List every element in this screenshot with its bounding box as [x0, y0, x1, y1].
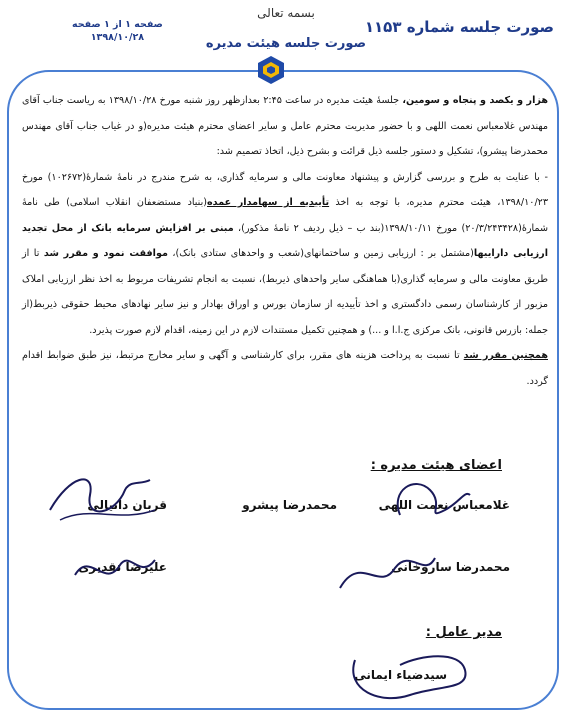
bank-logo-icon — [256, 55, 286, 85]
signature-nematollahi-icon — [385, 470, 475, 530]
resolution-also: همچنین مقرر شد — [463, 350, 548, 361]
meeting-ordinal: هزار و یکصد و پنجاه و سومین، — [402, 95, 548, 106]
bismillah: بسمه تعالی — [257, 6, 315, 20]
meeting-intro: جلسهٔ هیئت مدیره در ساعت ۲:۴۵ بعدازظهر روز شنبه مورخ ۱۳۹۸/۱۰/۲۸ به ریاست جناب آقای مهندس غلامعباس نعمت اللهی و با حضور مدیریت محترم عامل و سایر اعضای محترم هیئت مدیره(و در غیاب جناب آقای مهندس محمدرضا پیشرو)، تشکیل و دستور جلسه ذیل قرائت و بشرح ذیل، اتخاذ تصمیم شد: — [22, 95, 548, 157]
resolution-part-a: - با عنایت به طرح و بررسی گزارش و پیشنهاد معاونت مالی و سرمایه گذاری، به شرح مندرج در نامهٔ شمارهٔ(۱۰۲۶۷۲) مورخ ۱۳۹۸/۱۰/۲۳، هیئت محترم مدیره، با توجه به اخذ — [22, 171, 549, 208]
signature-imani-icon — [340, 640, 480, 710]
resolution-part-b: (بنیاد مستضعفان انقلاب اسلامی) طی نامهٔ شمارهٔ(۲۰/۳/۲۴۳۴۲۸) مورخ ۱۳۹۸/۱۰/۱۱(بند ب – ذیل ردیف ۲ نامهٔ مذکور)، — [22, 197, 548, 234]
resolution-approval: تأییدیه از سهامدار عمده — [207, 197, 330, 208]
page-info — [72, 18, 163, 44]
resolution-decision: موافقت نمود و مقرر شد — [43, 248, 168, 259]
signature-name-sarukhani: محمدرضا ساروخانی — [391, 560, 510, 574]
signature-taghdiri-icon — [65, 540, 165, 595]
signature-name-danyali: قربان دانیالی — [87, 498, 167, 512]
document-date: ۱۳۹۸/۱۰/۲۸ — [90, 32, 145, 43]
signature-name-nematollahi: غلامعباس نعمت اللهی — [378, 498, 510, 512]
signature-danyali-icon — [40, 465, 160, 530]
document-title: صورت جلسه شماره ۱۱۵۳ — [364, 18, 554, 36]
ceo-title: مدیر عامل : — [425, 625, 502, 640]
document-subtitle: صورت جلسه هیئت مدیره — [205, 36, 367, 51]
resolution-subject: مبنی بر افزایش سرمایه بانک از محل تجدید ارزیابی داراییها — [22, 222, 548, 259]
page-label: صفحه ۱ از ۱ صفحه — [72, 19, 163, 30]
signature-name-imani: سیدضیاء ایمانی — [354, 668, 447, 682]
signature-sarukhani-icon — [330, 548, 440, 603]
resolution-text — [22, 88, 548, 394]
resolution-part-d: تا از طریق معاونت مالی و سرمایه گذاری(با هماهنگی سایر واحدهای ذیربط)، نسبت به انجام تشریفات مربوط به اخذ نظر ارزیابی املاک مزبور از کارشناسان رسمی دادگستری و اخذ تأییدیه از سازمان بورس و اوراق بهادار و نیز سایر نهادهای محیط حقوقی ذیربط(از جمله: بازرس قانونی، بانک مرکزی ج.ا.ا و ...) و همچنین تکمیل مستندات لازم در این زمینه، اقدام لازم صورت پذیرد. — [22, 248, 548, 336]
resolution-costs: تا نسبت به پرداخت هزینه های مقرر، برای کارشناسی و آگهی و سایر مخارج مرتبط، نیز طبق ضوابط اقدام گردد. — [22, 350, 548, 387]
board-title: اعضای هیئت مدیره : — [370, 458, 502, 473]
signature-name-pishro: محمدرضا پیشرو — [242, 498, 337, 512]
resolution-part-c: (مشتمل بر : ارزیابی زمین و ساختمانهای(شعب و واحدهای ستادی بانک)، — [167, 248, 474, 259]
signature-name-taghdiri: علیرضا تقدیری — [78, 560, 167, 574]
